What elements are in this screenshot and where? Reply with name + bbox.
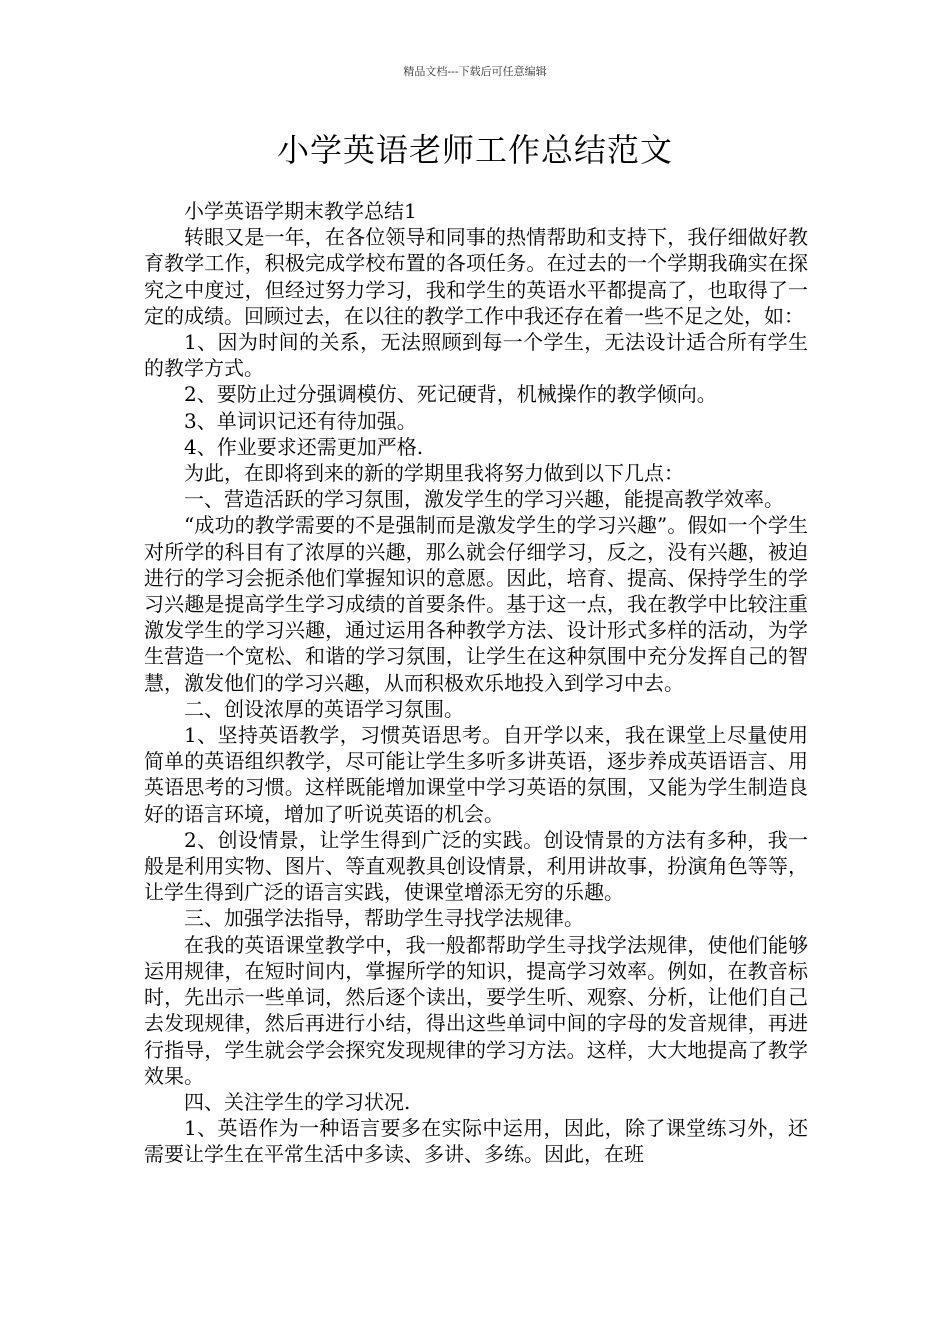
list-item: 1、英语作为一种语言要多在实际中运用，因此，除了课堂练习外，还需要让学生在平常生活中多读、多讲、多练。因此，在班 [144,1116,808,1167]
body-paragraph: 为此，在即将到来的新的学期里我将努力做到以下几点： [184,461,684,486]
section-heading: 一、营造活跃的学习氛围，激发学生的学习兴趣，能提高教学效率。 [184,487,784,512]
list-item: 4、作业要求还需更加严格. [184,434,424,459]
document-title: 小学英语老师工作总结范文 [276,131,673,169]
document-body [144,198,808,1168]
header-note: 精品文档---下载后可任意编辑 [403,65,547,78]
list-item: 1、坚持英语教学，习惯英语思考。自开学以来，我在课堂上尽量使用简单的英语组织教学，尽可能让学生多听多讲英语，逐步养成英语语言、用英语思考的习惯。这样既能增加课堂中学习英语的氛围，又能为学生制造良好的语言环境，增加了听说英语的机会。 [144,723,808,826]
section-heading: 四、关注学生的学习状况. [184,1089,411,1114]
body-paragraph: 在我的英语课堂教学中，我一般都帮助学生寻找学法规律，使他们能够运用规律，在短时间内，掌握所学的知识，提高学习效率。例如，在教音标时，先出示一些单词，然后逐个读出，要学生听、观察、分析，让他们自己去发现规律，然后再进行小结，得出这些单词中间的字母的发音规律，再进行指导，学生就会学会探究发现规律的学习方法。这样，大大地提高了教学效果。 [144,932,808,1088]
list-item: 3、单词识记还有待加强。 [184,408,417,433]
list-item: 2、要防止过分强调模仿、死记硬背，机械操作的教学倾向。 [184,382,717,407]
section-heading: 三、加强学法指导，帮助学生寻找学法规律。 [184,906,584,931]
body-paragraph: “成功的教学需要的不是强制而是激发学生的学习兴趣”。假如一个学生对所学的科目有了浓厚的兴趣，那么就会仔细学习，反之，没有兴趣，被迫进行的学习会扼杀他们掌握知识的意愿。因此，培育、提高、保持学生的学习兴趣是提高学生学习成绩的首要条件。基于这一点，我在教学中比较注重激发学生的学习兴趣，通过运用各种教学方法、设计形式多样的活动，为学生营造一个宽松、和谐的学习氛围，让学生在这种氛围中充分发挥自己的智慧，激发他们的学习兴趣，从而积极欢乐地投入到学习中去。 [144,513,808,695]
section-heading: 小学英语学期末教学总结1 [184,199,417,223]
body-paragraph: 转眼又是一年，在各位领导和同事的热情帮助和支持下，我仔细做好教育教学工作，积极完成学校布置的各项任务。在过去的一个学期我确实在探究之中度过，但经过努力学习，我和学生的英语水平都提高了，也取得了一定的成绩。回顾过去，在以往的教学工作中我还存在着一些不足之处，如： [144,225,808,328]
list-item: 1、因为时间的关系，无法照顾到每一个学生，无法设计适合所有学生的教学方式。 [144,330,808,381]
section-heading: 二、创设浓厚的英语学习氛围。 [184,696,464,721]
list-item: 2、创设情景，让学生得到广泛的实践。创设情景的方法有多种，我一般是利用实物、图片、等直观教具创设情景，利用讲故事，扮演角色等等，让学生得到广泛的语言实践，使课堂增添无穷的乐趣。 [144,827,808,905]
